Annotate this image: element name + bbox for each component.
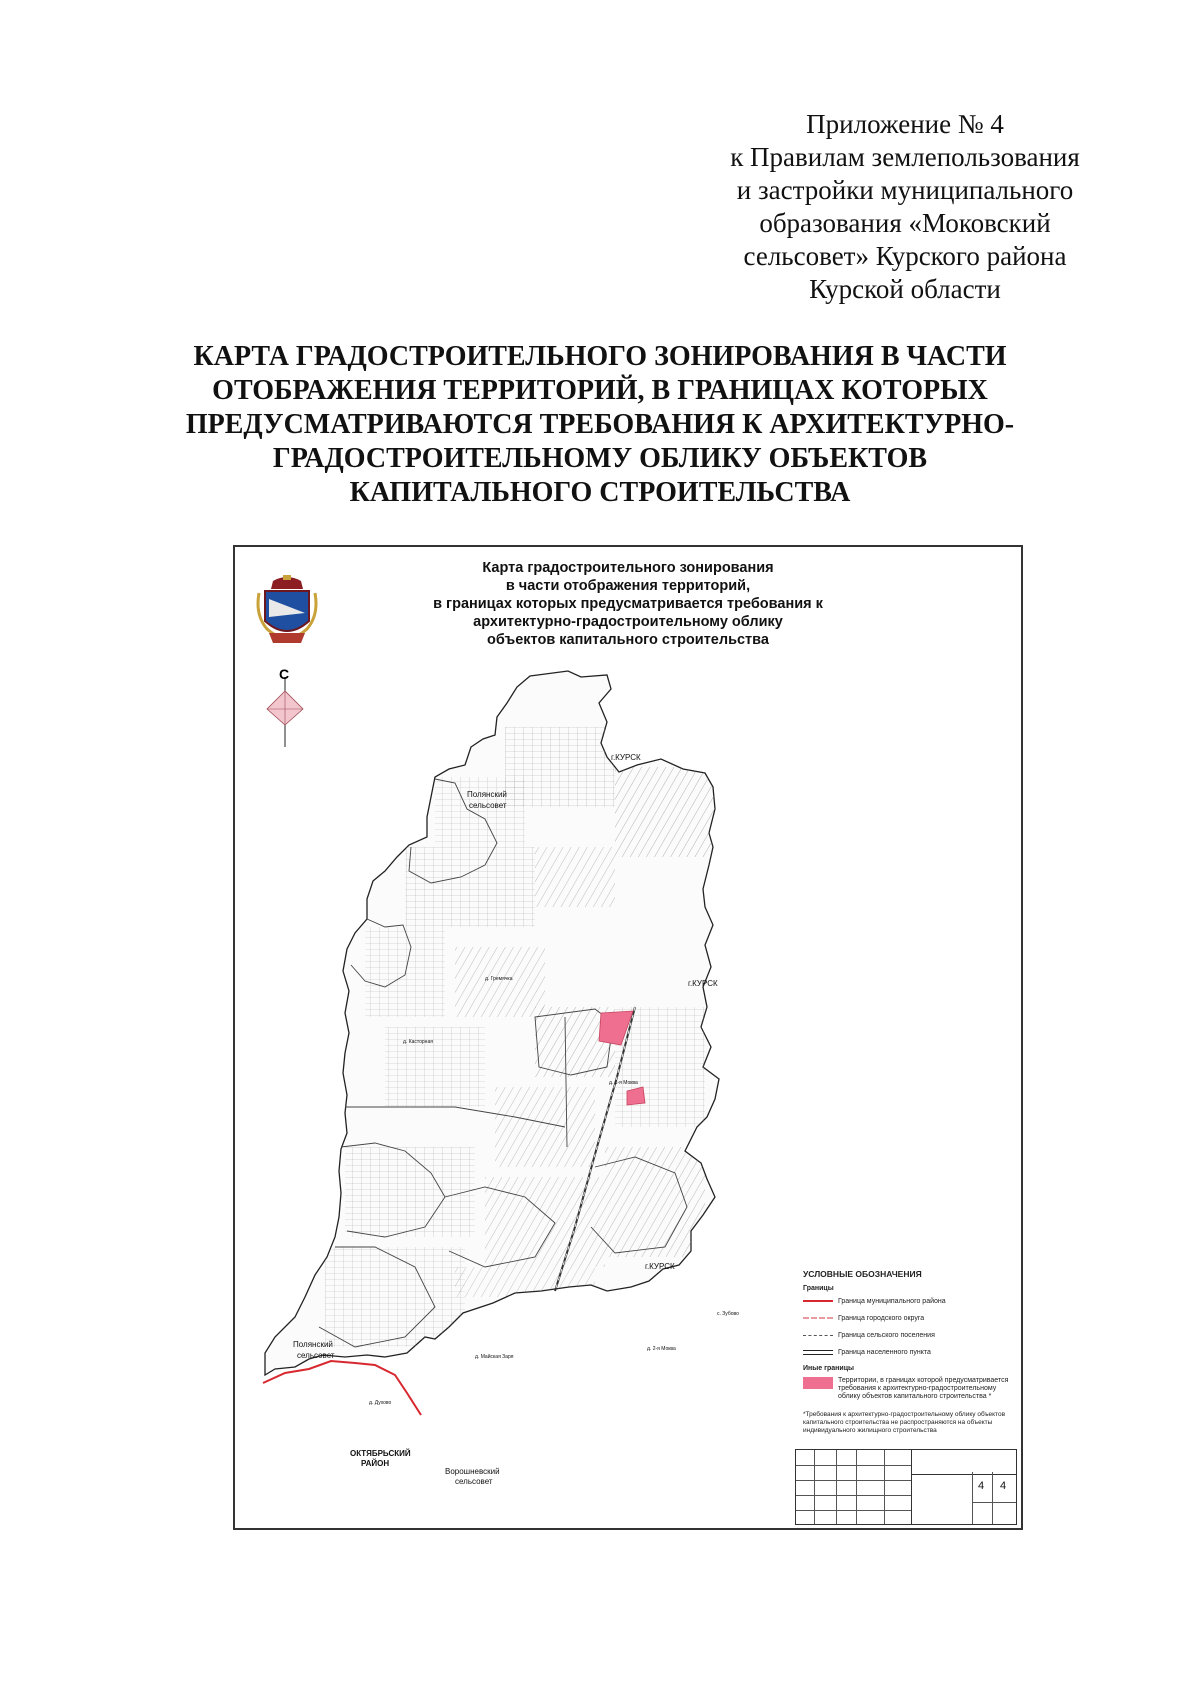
place-label: г.КУРСК [645, 1262, 675, 1271]
legend-other-heading: Иные границы [803, 1365, 854, 1372]
annex-line: Курской области [809, 274, 1001, 304]
annex-line: и застройки муниципального [736, 175, 1074, 205]
stamp-sheets: 4 [1000, 1480, 1007, 1492]
legend-row [803, 1377, 1018, 1401]
document-title-line: КАРТА ГРАДОСТРОИТЕЛЬНОГО ЗОНИРОВАНИЯ В ЧАСТИ [193, 341, 1007, 372]
map-title-line: архитектурно-градостроительному облику [473, 614, 783, 630]
legend-zone-swatch [803, 1377, 833, 1389]
annex-line: к Правилам землепользования [730, 142, 1080, 172]
legend-label: Территории, в границах которой предусматривается требования к архитектурно-градостроительному облику объектов капитального строительства * [838, 1377, 1009, 1400]
legend-line-swatch [803, 1348, 833, 1356]
place-label: д. Касторная [403, 1039, 433, 1045]
document-title-line: ОТОБРАЖЕНИЯ ТЕРРИТОРИЙ, В ГРАНИЦАХ КОТОРЫХ [212, 375, 988, 406]
map-title [235, 559, 1021, 649]
legend-row [803, 1297, 1018, 1305]
place-label: г.КУРСК [688, 979, 718, 988]
north-arrow-icon [267, 677, 303, 747]
municipal-district-border [263, 1361, 421, 1415]
legend-label: Граница сельского поселения [838, 1331, 935, 1339]
place-label: Полянский [467, 790, 507, 799]
annex-line: сельсовет» Курского района [743, 241, 1067, 271]
map-title-line: в границах которых предусматривается требования к [433, 596, 823, 612]
place-label: с. Зубово [717, 1311, 739, 1317]
place-label: сельсовет [469, 801, 507, 810]
legend-label: Граница городского округа [838, 1314, 925, 1322]
annex-line: Приложение № 4 [806, 109, 1004, 139]
place-label: д. Духово [369, 1400, 392, 1406]
place-label: Полянский [293, 1340, 333, 1349]
legend-title: УСЛОВНЫЕ ОБОЗНАЧЕНИЯ [803, 1269, 922, 1279]
stamp-org-block [912, 1450, 1016, 1475]
north-label: С [279, 666, 290, 682]
place-label: ОКТЯБРЬСКИЙ [350, 1449, 411, 1458]
legend-label: Граница муниципального района [838, 1297, 946, 1305]
document-title-line: ГРАДОСТРОИТЕЛЬНОМУ ОБЛИКУ ОБЪЕКТОВ [272, 443, 928, 474]
place-label: сельсовет [297, 1351, 335, 1360]
place-label: д. Гремячка [485, 976, 513, 982]
title-block-stamp [795, 1449, 1017, 1525]
annex-line: образования «Моковский [759, 208, 1051, 238]
legend-row [803, 1314, 1018, 1322]
legend-line-swatch [803, 1314, 833, 1322]
legend-label: Граница населенного пункта [838, 1348, 931, 1356]
annex-header [680, 108, 1130, 306]
map-title-line: объектов капитального строительства [487, 632, 769, 648]
place-label: РАЙОН [361, 1459, 390, 1468]
document-title [110, 340, 1090, 510]
document-title-line: КАПИТАЛЬНОГО СТРОИТЕЛЬСТВА [349, 477, 851, 508]
place-label: сельсовет [455, 1477, 493, 1486]
legend-line-swatch [803, 1297, 833, 1305]
map-legend [803, 1269, 1018, 1435]
legend-borders-heading: Границы [803, 1285, 834, 1292]
map-title-line: в части отображения территорий, [505, 578, 751, 594]
legend-line-swatch [803, 1331, 833, 1339]
place-label: д. Майская Заря [475, 1354, 514, 1360]
map-title-line: Карта градостроительного зонирования [482, 560, 774, 576]
stamp-grid [796, 1450, 911, 1524]
legend-footnote: *Требования к архитектурно-градостроительному облику объектов капитального строительства не распространяются на объекты индивидуального жилищного строительства [803, 1411, 1006, 1434]
place-label: Ворошневский [445, 1467, 500, 1476]
place-label: д. 2-я Моква [647, 1346, 676, 1352]
place-label: д. 1-я Моква [609, 1080, 638, 1086]
stamp-sheet: 4 [978, 1480, 985, 1492]
map-sheet [233, 545, 1023, 1530]
document-title-line: ПРЕДУСМАТРИВАЮТСЯ ТРЕБОВАНИЯ К АРХИТЕКТУРНО- [185, 409, 1015, 440]
legend-row [803, 1331, 1018, 1339]
legend-row [803, 1348, 1018, 1356]
place-label: г.КУРСК [611, 753, 641, 762]
stamp-right [911, 1450, 1016, 1524]
